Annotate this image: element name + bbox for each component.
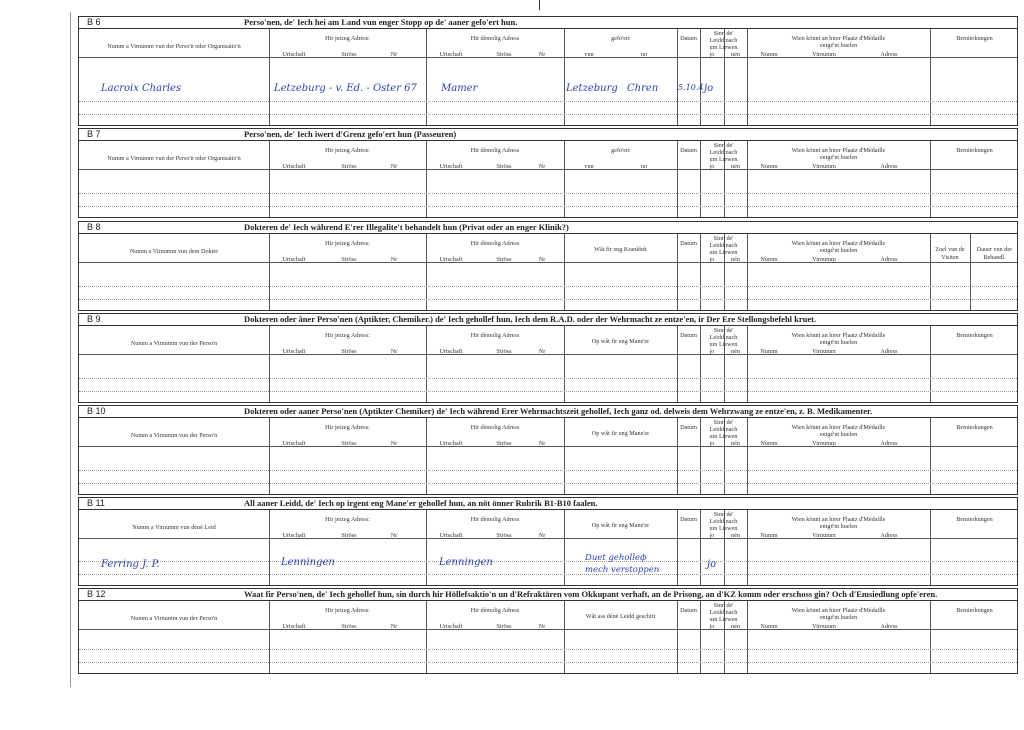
urtschaft-label: Urtschaft — [282, 440, 306, 447]
former-address-label: Hir dèmolig Adress — [470, 35, 520, 42]
column-divider — [269, 29, 270, 125]
nr-label: Nr — [390, 532, 398, 539]
handwritten-from: Letzeburg — [566, 83, 618, 94]
section-code: B 12 — [87, 589, 106, 599]
section-heading: Dokteren oder aaner Perso'nen (Aptikter Chemiker) de' Iech während Erer Wehrmachtszeit gehollef, Iech ganz od. delweis dem Wehrzwang ze entze'en, z. B. Medikamenter. — [244, 406, 873, 416]
stross-label: Ströss — [496, 623, 512, 630]
virnumm-label: Virnumm — [812, 348, 836, 355]
stross-label: Ströss — [341, 256, 357, 263]
section-b7 — [78, 128, 1018, 218]
entry-line — [79, 483, 1017, 484]
middle-column-label: Op wât fir eng Mane'er — [591, 430, 650, 437]
urtschaft-label: Urtschaft — [282, 532, 306, 539]
sinn-de-label: Sinn de' — [713, 142, 734, 149]
section-code: B 8 — [87, 222, 101, 232]
datum-label: Datum — [680, 332, 697, 339]
column-divider — [677, 29, 678, 125]
entry-line — [79, 193, 1017, 194]
numm-label: Numm — [760, 51, 778, 58]
middle-column-label: Wât fir eng Krankhét — [594, 246, 647, 253]
bemierkungen-label: Bemierkungen — [956, 332, 993, 339]
nr-label: Nr — [538, 348, 546, 355]
sinn-de-label: Sinn de' — [713, 327, 734, 334]
wien-label-2: entgé'nt huelen — [819, 154, 858, 161]
wien-label-1: Wien könnt an hirer Plaatz d'Médaille — [791, 240, 886, 247]
nr-label: Nr — [538, 163, 546, 170]
current-address-label: Hir jetzeg Adress: — [325, 607, 370, 614]
nr-label: Nr — [538, 440, 546, 447]
wien-label-1: Wien könnt an hirer Plaatz d'Médaille — [791, 516, 886, 523]
section-title-bar — [79, 589, 1017, 601]
nr-label: Nr — [538, 532, 546, 539]
current-address-label: Hir jetzeg Adress: — [325, 35, 370, 42]
urtschaft-label: Urtschaft — [439, 348, 463, 355]
um-liewen-label: um Liewen — [709, 249, 738, 256]
adress-label: Adress — [880, 51, 898, 58]
numm-label: Numm — [760, 532, 778, 539]
section-title-bar — [79, 129, 1017, 141]
current-address-label: Hir jetzeg Adress: — [325, 240, 370, 247]
stross-label: Ströss — [341, 623, 357, 630]
entry-line — [79, 391, 1017, 392]
column-divider — [930, 29, 931, 125]
adress-label: Adress — [880, 256, 898, 263]
virnumm-label: Virnumm — [812, 623, 836, 630]
wien-label-1: Wien könnt an hirer Plaatz d'Médaille — [791, 332, 886, 339]
adress-label: Adress — [880, 532, 898, 539]
stross-label: Ströss — [341, 51, 357, 58]
name-column-label: Numm a Virnumm vun déné Leid — [132, 524, 216, 531]
stross-label: Ströss — [341, 440, 357, 447]
nen-label: nén — [731, 623, 740, 630]
leidd-nach-label: Leidd nach — [709, 149, 738, 156]
middle-column-label: Wât ass déné Leidd geschitt — [585, 613, 656, 620]
gefoert-label: gefo'ert — [611, 147, 630, 154]
nen-label: nén — [731, 532, 740, 539]
datum-label: Datum — [680, 607, 697, 614]
section-code: B 11 — [87, 498, 105, 508]
urtschaft-label: Urtschaft — [439, 440, 463, 447]
virnumm-label: Virnumm — [812, 532, 836, 539]
wien-label-2: entgé'nt huelen — [819, 247, 858, 254]
nr-label: Nr — [390, 623, 398, 630]
vun-label: vun — [584, 163, 594, 170]
no-label: no — [640, 51, 648, 58]
section-heading: Dokteren de' Iech während E'rer Illegalite't behandelt hun (Privat oder an enger Klinik?) — [244, 222, 569, 232]
handwritten-way-2: mech verstoppen — [585, 565, 660, 575]
middle-column-label: Op wât fir eng Mane'er — [591, 522, 650, 529]
handwritten-former-address: Mamer — [441, 83, 478, 94]
handwritten-name: Lacroix Charles — [101, 83, 182, 94]
virnumm-label: Virnumm — [812, 163, 836, 170]
entry-line — [79, 101, 1017, 102]
current-address-label: Hir jetzeg Adress: — [325, 147, 370, 154]
stross-label: Ströss — [341, 532, 357, 539]
nr-label: Nr — [390, 51, 398, 58]
stross-label: Ströss — [496, 532, 512, 539]
former-address-label: Hir dèmolig Adress — [470, 240, 520, 247]
jo-label: jo — [709, 51, 715, 58]
former-address-label: Hir dèmolig Adress — [470, 516, 520, 523]
urtschaft-label: Urtschaft — [439, 163, 463, 170]
entry-line — [79, 662, 1017, 663]
wien-label-2: entgé'nt huelen — [819, 614, 858, 621]
jo-label: jo — [709, 163, 715, 170]
handwritten-date: 5.10.4 — [678, 83, 704, 92]
section-heading: All aaner Leidd, de' Iech op irgent eng Mane'er gehollef hun, an nöt önner Rubrik B1-B10 faalen. — [244, 498, 598, 508]
section-title-bar — [79, 498, 1017, 510]
name-column-label: Numm a Virnumm vun der Perso'n oder Organisatio'n — [107, 43, 241, 50]
name-column-label: Numm a Virnumm vun dem Dokter — [129, 248, 219, 255]
jo-label: jo — [709, 532, 715, 539]
former-address-label: Hir dèmolig Adress — [470, 607, 520, 614]
entry-line — [79, 649, 1017, 650]
handwritten-jo: jo — [704, 83, 714, 94]
urtschaft-label: Urtschaft — [282, 51, 306, 58]
nen-label: nén — [731, 256, 740, 263]
entry-line — [79, 470, 1017, 471]
um-liewen-label: um Liewen — [709, 156, 738, 163]
virnumm-label: Virnumm — [812, 440, 836, 447]
former-address-label: Hir dèmolig Adress — [470, 147, 520, 154]
section-heading: Dokteren oder âner Perso'nen (Aptikter, Chemiker.) de' Iech gehollef hun, Iech dem R.A.D. oder der Wehrmacht ze entze'en, ir Der Ere Stellongsbefehl kruet. — [244, 314, 817, 324]
middle-column-label: Op wât fir eng Mane'er — [591, 338, 650, 345]
urtschaft-label: Urtschaft — [282, 256, 306, 263]
entry-line — [79, 378, 1017, 379]
sinn-de-label: Sinn de' — [713, 419, 734, 426]
bemierkungen-label: Bemierkungen — [956, 424, 993, 431]
stross-label: Ströss — [496, 256, 512, 263]
wien-label-1: Wien könnt an hirer Plaatz d'Médaille — [791, 147, 886, 154]
sinn-de-label: Sinn de' — [713, 511, 734, 518]
leidd-nach-label: Leidd nach — [709, 334, 738, 341]
adress-label: Adress — [880, 623, 898, 630]
urtschaft-label: Urtschaft — [439, 623, 463, 630]
handwritten-to: Chren — [627, 83, 659, 94]
jo-label: jo — [709, 348, 715, 355]
visits-label: Zoel vun de Visiten — [935, 246, 965, 261]
entry-line — [79, 114, 1017, 115]
section-code: B 6 — [87, 17, 101, 27]
column-divider — [564, 29, 565, 125]
urtschaft-label: Urtschaft — [439, 256, 463, 263]
current-address-label: Hir jetzeg Adress: — [325, 424, 370, 431]
wien-label-1: Wien könnt an hirer Plaatz d'Médaille — [791, 607, 886, 614]
numm-label: Numm — [760, 256, 778, 263]
datum-label: Datum — [680, 424, 697, 431]
section-b8 — [78, 221, 1018, 311]
um-liewen-label: um Liewen — [709, 433, 738, 440]
urtschaft-label: Urtschaft — [439, 51, 463, 58]
urtschaft-label: Urtschaft — [282, 623, 306, 630]
handwritten-current-address: Letzeburg - v. Ed. - Oster 67 — [274, 83, 417, 94]
stross-label: Ströss — [496, 51, 512, 58]
section-code: B 9 — [87, 314, 101, 324]
nr-label: Nr — [538, 51, 546, 58]
nen-label: nén — [731, 51, 740, 58]
wien-label-2: entgé'nt huelen — [819, 523, 858, 530]
stross-label: Ströss — [341, 348, 357, 355]
bemierkungen-label: Bemierkungen — [956, 516, 993, 523]
section-b11 — [78, 497, 1018, 586]
wien-label-1: Wien könnt an hirer Plaatz d'Médaille — [791, 424, 886, 431]
stross-label: Ströss — [496, 348, 512, 355]
adress-label: Adress — [880, 440, 898, 447]
section-heading: Perso'nen, de' Iech hei am Land vun enger Stopp op de' aaner gefo'ert hun. — [244, 17, 518, 27]
urtschaft-label: Urtschaft — [282, 163, 306, 170]
name-column-label: Numm a Virnumm vun der Perso'n oder Organisatio'n — [107, 155, 241, 162]
jo-label: jo — [709, 623, 715, 630]
nen-label: nén — [731, 440, 740, 447]
stross-label: Ströss — [341, 163, 357, 170]
jo-label: jo — [709, 256, 715, 263]
section-b12 — [78, 588, 1018, 674]
stross-label: Ströss — [496, 440, 512, 447]
nr-label: Nr — [390, 348, 398, 355]
section-b10 — [78, 405, 1018, 495]
virnumm-label: Virnumm — [812, 51, 836, 58]
name-column-label: Numm a Virnumm vun der Perso'n — [130, 615, 218, 622]
um-liewen-label: um Liewen — [709, 616, 738, 623]
virnumm-label: Virnumm — [812, 256, 836, 263]
handwritten-current-address: Lenningen — [281, 557, 335, 568]
no-label: no — [640, 163, 648, 170]
entry-line — [79, 574, 1017, 575]
nr-label: Nr — [538, 256, 546, 263]
um-liewen-label: um Liewen — [709, 525, 738, 532]
leidd-nach-label: Leidd nach — [709, 426, 738, 433]
sinn-de-label: Sinn de' — [713, 30, 734, 37]
current-address-label: Hir jetzeg Adress: — [325, 516, 370, 523]
wien-label-1: Wien könnt an hirer Plaatz d'Médaille — [791, 35, 886, 42]
section-title-bar — [79, 17, 1017, 29]
bemierkungen-label: Bemierkungen — [956, 35, 993, 42]
um-liewen-label: um Liewen — [709, 44, 738, 51]
numm-label: Numm — [760, 623, 778, 630]
nr-label: Nr — [538, 623, 546, 630]
section-b9 — [78, 313, 1018, 403]
name-column-label: Numm a Virnumm vun der Perso'n — [130, 340, 218, 347]
form-page — [78, 8, 1018, 676]
section-title-bar — [79, 222, 1017, 234]
datum-label: Datum — [680, 240, 697, 247]
former-address-label: Hir dèmolig Adress — [470, 332, 520, 339]
entry-line — [79, 561, 1017, 562]
section-title-bar — [79, 314, 1017, 326]
vun-label: vun — [584, 51, 594, 58]
wien-label-2: entgé'nt huelen — [819, 431, 858, 438]
nr-label: Nr — [390, 256, 398, 263]
datum-label: Datum — [680, 147, 697, 154]
gefoert-label: gefo'ert — [611, 35, 630, 42]
entry-line — [79, 206, 1017, 207]
entry-line — [79, 299, 1017, 300]
adress-label: Adress — [880, 163, 898, 170]
section-heading: Perso'nen, de' Iech iwert d'Grenz gefo'ert hun (Passeuren) — [244, 129, 457, 139]
leidd-nach-label: Leidd nach — [709, 609, 738, 616]
numm-label: Numm — [760, 440, 778, 447]
nr-label: Nr — [390, 163, 398, 170]
wien-label-2: entgé'nt huelen — [819, 339, 858, 346]
bemierkungen-label: Bemierkungen — [956, 147, 993, 154]
leidd-nach-label: Leidd nach — [709, 37, 738, 44]
sinn-de-label: Sinn de' — [713, 602, 734, 609]
section-heading: Waat fir Perso'nen, de' Iech gehollef hun, sin durch hir Höllefsaktio'n un d'Refraktären vom Okkupant verhaft, an de Prisong, an d'KZ komm oder erschoss gin? Och d'Emsiedlung opfe'eren. — [244, 589, 938, 599]
jo-label: jo — [709, 440, 715, 447]
page-edge-line — [70, 12, 71, 687]
handwritten-way-1: Duet geholleф — [585, 553, 647, 563]
handwritten-name: Ferring J. P. — [101, 559, 160, 570]
urtschaft-label: Urtschaft — [282, 348, 306, 355]
stross-label: Ströss — [496, 163, 512, 170]
section-b6 — [78, 16, 1018, 126]
name-column-label: Numm a Virnumm vun der Perso'n — [130, 432, 218, 439]
adress-label: Adress — [880, 348, 898, 355]
nen-label: nén — [731, 348, 740, 355]
nr-label: Nr — [390, 440, 398, 447]
bemierkungen-label: Bemierkungen — [956, 607, 993, 614]
datum-label: Datum — [680, 35, 697, 42]
current-address-label: Hir jetzeg Adress: — [325, 332, 370, 339]
section-code: B 7 — [87, 129, 101, 139]
handwritten-former-address: Lenningen — [439, 557, 493, 568]
entry-line — [79, 286, 1017, 287]
former-address-label: Hir dèmolig Adress — [470, 424, 520, 431]
handwritten-jo: jo — [707, 559, 717, 570]
wien-label-2: entgé'nt huelen — [819, 42, 858, 49]
duration-label: Dauer vun der Behandl. — [976, 246, 1013, 261]
um-liewen-label: um Liewen — [709, 341, 738, 348]
leidd-nach-label: Leidd nach — [709, 518, 738, 525]
numm-label: Numm — [760, 348, 778, 355]
datum-label: Datum — [680, 516, 697, 523]
section-title-bar — [79, 406, 1017, 418]
section-code: B 10 — [87, 406, 106, 416]
numm-label: Numm — [760, 163, 778, 170]
sinn-de-label: Sinn de' — [713, 235, 734, 242]
nen-label: nén — [731, 163, 740, 170]
leidd-nach-label: Leidd nach — [709, 242, 738, 249]
urtschaft-label: Urtschaft — [439, 532, 463, 539]
column-divider — [426, 29, 427, 125]
